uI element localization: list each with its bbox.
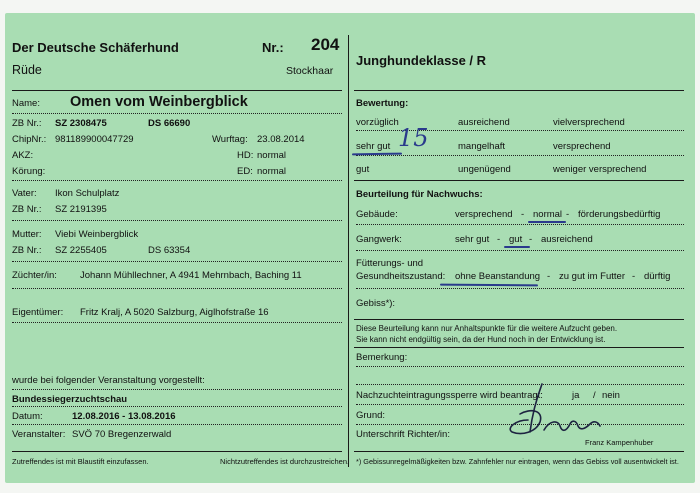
chip-label: ChipNr.:	[12, 134, 47, 145]
wurftag-value: 23.08.2014	[257, 134, 305, 145]
fuetterung-zu-gut-im-futter: zu gut im Futter	[559, 271, 625, 282]
footer-note-left: Zutreffendes ist mit Blaustift einzufassen.	[12, 457, 149, 466]
gangwerk-label: Gangwerk:	[356, 234, 402, 245]
bewertung-ungenuegend: ungenügend	[458, 164, 511, 175]
class-title: Junghundeklasse / R	[356, 53, 487, 68]
koerung-label: Körung:	[12, 166, 46, 177]
datum-label: Datum:	[12, 411, 43, 422]
vater-name: Ikon Schulplatz	[55, 188, 120, 199]
gebiss-label: Gebiss*):	[356, 298, 396, 309]
ed-value: normal	[257, 166, 287, 177]
footer-note-right: Nichtzutreffendes ist durchzustreichen.	[220, 457, 350, 466]
note-line-2: Sie kann nicht endgültig sein, da der Hund noch in der Entwicklung ist.	[356, 335, 606, 344]
veranstalter-label: Veranstalter:	[12, 429, 66, 440]
nr-label: Nr.:	[262, 40, 284, 55]
chip-value: 981189900047729	[55, 134, 134, 145]
gebaeude-normal: normal	[533, 209, 563, 220]
gender: Rüde	[12, 63, 42, 77]
sperre-ja: ja	[572, 390, 580, 401]
nr-value: 204	[311, 35, 340, 54]
center-divider	[348, 35, 349, 467]
zuechter-value: Johann Mühllechner, A 4941 Mehrnbach, Baching 11	[80, 270, 302, 281]
gebaeude-foerderungsbeduerftig: förderungsbedürftig	[578, 209, 661, 220]
right-footer-line	[354, 451, 684, 452]
left-header-line	[12, 90, 342, 91]
fuetterung-label-1: Fütterungs- und	[356, 258, 424, 269]
grund-label: Grund:	[356, 410, 386, 421]
hd-label: HD:	[237, 150, 254, 161]
gangwerk-gut-mark	[504, 246, 530, 248]
gebaeude-versprechend: versprechend	[455, 209, 513, 220]
eigentuemer-value: Fritz Kralj, A 5020 Salzburg, Aiglhofstraße 16	[80, 307, 269, 318]
datum-value: 12.08.2016 - 13.08.2016	[72, 411, 176, 422]
veranstalter-value: SVÖ 70 Bregenzerwald	[72, 429, 172, 440]
right-header-line	[354, 90, 684, 91]
dog-name: Omen vom Weinbergblick	[70, 94, 248, 110]
judge-signature	[500, 380, 610, 442]
mutter-zb-label: ZB Nr.:	[12, 245, 42, 256]
mutter-zb-value: SZ 2255405	[55, 245, 107, 256]
zb-value: SZ 2308475	[55, 118, 107, 129]
bewertung-gut: gut	[356, 164, 370, 175]
gangwerk-sehr-gut: sehr gut	[455, 234, 490, 245]
vater-zb-value: SZ 2191395	[55, 204, 107, 215]
bewertung-mangelhaft: mangelhaft	[458, 141, 506, 152]
judge-name: Franz Kampenhuber	[585, 438, 654, 447]
mutter-name: Viebi Weinbergblick	[55, 229, 139, 240]
unterschrift-label: Unterschrift Richter/in:	[356, 429, 450, 440]
gangwerk-ausreichend: ausreichend	[541, 234, 593, 245]
coat: Stockhaar	[286, 65, 334, 77]
handwritten-score: 15	[398, 124, 429, 152]
event-intro: wurde bei folgender Veranstaltung vorgestellt:	[12, 375, 205, 386]
fuetterung-duerftig: dürftig	[644, 271, 671, 282]
ds-value: DS 66690	[148, 118, 191, 129]
bewertung-vorzueglich: vorzüglich	[356, 117, 399, 128]
bewertung-line	[354, 180, 684, 181]
left-footer-line	[12, 451, 342, 452]
hd-value: normal	[257, 150, 287, 161]
ed-label: ED:	[237, 166, 253, 177]
sperre-nein: nein	[602, 390, 620, 401]
akz-label: AKZ:	[12, 150, 34, 161]
breed-title: Der Deutsche Schäferhund	[12, 40, 179, 55]
zuechter-label: Züchter/in:	[12, 270, 57, 281]
mutter-ds-value: DS 63354	[148, 245, 191, 256]
gebaeude-normal-mark	[528, 221, 566, 223]
mutter-label: Mutter:	[12, 229, 42, 240]
fuetterung-label-2: Gesundheitszustand:	[356, 271, 446, 282]
eigentuemer-label: Eigentümer:	[12, 307, 64, 318]
vater-zb-label: ZB Nr.:	[12, 204, 42, 215]
fuetterung-ohne-beanstandung: ohne Beanstandung	[455, 271, 541, 282]
gangwerk-gut: gut	[509, 234, 523, 245]
zb-label: ZB Nr.:	[12, 118, 42, 129]
bemerkung-label: Bemerkung:	[356, 352, 408, 363]
sperre-label: Nachzuchteintragungssperre wird beantragt:	[356, 390, 543, 401]
name-label: Name:	[12, 98, 40, 109]
bewertung-ausreichend: ausreichend	[458, 117, 510, 128]
beurteilung-label: Beurteilung für Nachwuchs:	[356, 189, 483, 200]
bewertung-sehr-gut: sehr gut	[356, 141, 391, 152]
bewertung-weniger-versprechend: weniger versprechend	[553, 164, 647, 175]
bewertung-versprechend: versprechend	[553, 141, 611, 152]
vater-label: Vater:	[12, 188, 37, 199]
wurftag-label: Wurftag:	[212, 134, 248, 145]
gebiss-footnote: *) Gebissunregelmäßigkeiten bzw. Zahnfehler nur eintragen, wenn das Gebiss voll ausentwickelt ist.	[356, 457, 679, 466]
gebaeude-label: Gebäude:	[356, 209, 398, 220]
bewertung-label: Bewertung:	[356, 98, 409, 109]
event-title: Bundessiegerzuchtschau	[12, 394, 128, 405]
bewertung-vielversprechend: vielversprechend	[553, 117, 625, 128]
note-line-1: Diese Beurteilung kann nur Anhaltspunkte für die weitere Aufzucht geben.	[356, 324, 618, 333]
